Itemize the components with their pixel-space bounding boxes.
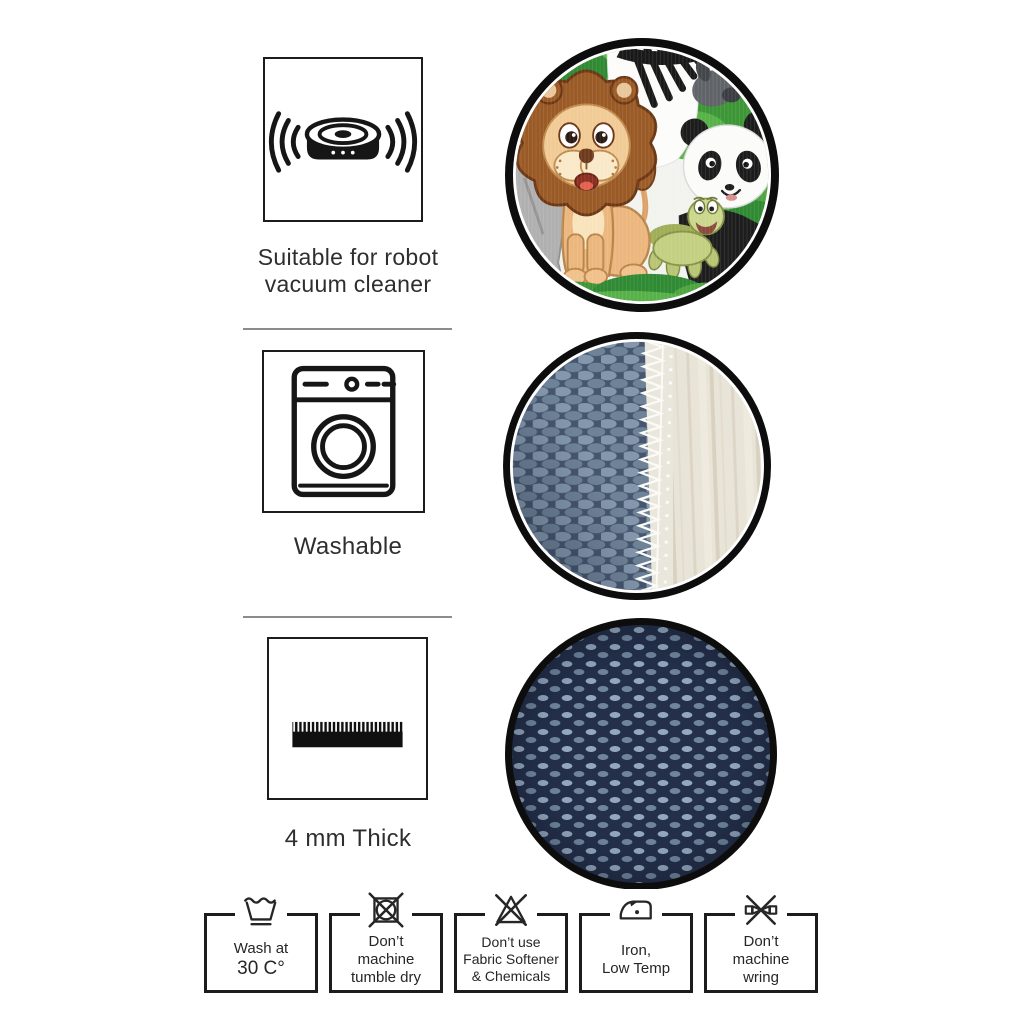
care-line: Don’t use	[481, 934, 541, 950]
care-line: Low Temp	[601, 959, 671, 977]
robot-vacuum-icon	[265, 59, 421, 220]
care-line: machine	[732, 950, 790, 968]
washing-machine-icon	[264, 352, 423, 511]
care-label	[207, 916, 315, 990]
robot-vacuum-label	[218, 244, 478, 298]
rug-backing-photo	[505, 618, 777, 890]
thickness-label: 4 mm Thick	[284, 825, 412, 852]
care-box-no-wring	[704, 913, 818, 993]
care-line: 30 C°	[237, 957, 285, 979]
care-line: Don’t	[743, 932, 779, 950]
jungle-animals-illustration	[513, 46, 771, 304]
robot-vacuum-feature-box	[263, 57, 423, 222]
care-box-wash-30	[204, 913, 318, 993]
rug-edge-photo	[503, 332, 771, 600]
care-line: machine	[357, 950, 415, 968]
section-divider	[243, 616, 452, 618]
rug-design-photo	[505, 38, 779, 312]
robot-vacuum-label-line1: Suitable for robot	[257, 244, 439, 270]
care-box-no-fabric-softener	[454, 913, 568, 993]
care-box-iron-low	[579, 913, 693, 993]
care-label	[332, 916, 440, 990]
care-line: Wash at	[233, 939, 289, 957]
care-line: & Chemicals	[471, 968, 551, 984]
washable-label: Washable	[293, 533, 403, 560]
care-line: wring	[743, 968, 779, 986]
thickness-feature-box	[267, 637, 428, 800]
robot-vacuum-label-line2: vacuum cleaner	[264, 271, 432, 297]
rug-thickness-icon	[269, 639, 426, 798]
care-line: tumble dry	[350, 968, 422, 986]
care-line: Fabric Softener	[463, 951, 559, 967]
care-label	[707, 916, 815, 990]
care-label	[582, 916, 690, 990]
washable-feature-box	[262, 350, 425, 513]
care-line: Don’t	[368, 932, 404, 950]
care-box-no-tumble-dry	[329, 913, 443, 993]
care-line: Iron,	[620, 941, 651, 959]
care-label	[457, 916, 565, 990]
rug-edge-closeup	[510, 339, 764, 593]
section-divider	[243, 328, 452, 330]
